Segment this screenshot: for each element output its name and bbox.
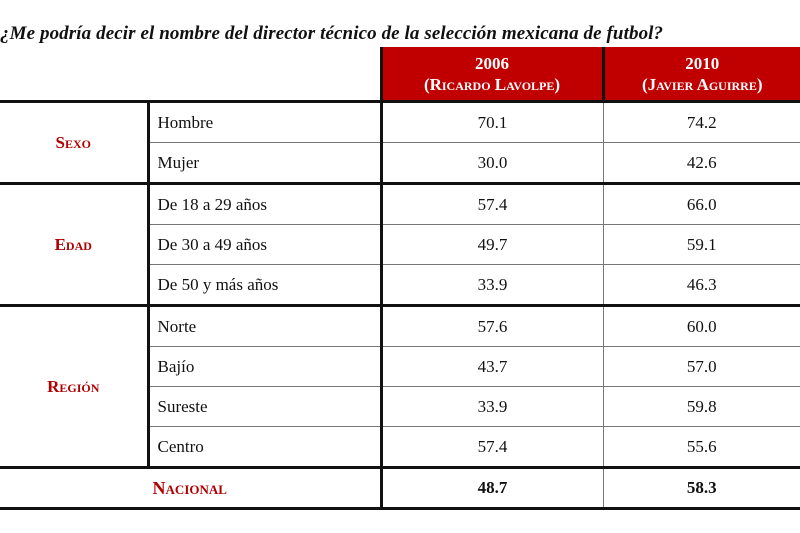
section-label-sexo: Sexo bbox=[0, 102, 148, 184]
results-table bbox=[0, 47, 800, 510]
value-2010: 66.0 bbox=[603, 184, 800, 225]
total-label: Nacional bbox=[0, 468, 381, 509]
header-2006 bbox=[381, 47, 603, 102]
header-2010-coach: (Javier Aguirre) bbox=[641, 74, 763, 94]
value-2006: 57.4 bbox=[381, 184, 603, 225]
header-2010-year: 2010 bbox=[685, 53, 720, 73]
value-2010: 60.0 bbox=[603, 306, 800, 347]
header-blank bbox=[0, 47, 381, 102]
row-label: De 50 y más años bbox=[148, 265, 381, 306]
table-row bbox=[0, 102, 800, 143]
total-2006: 48.7 bbox=[381, 468, 603, 509]
value-2006: 57.4 bbox=[381, 427, 603, 468]
total-row bbox=[0, 468, 800, 509]
total-2010: 58.3 bbox=[603, 468, 800, 509]
value-2006: 33.9 bbox=[381, 387, 603, 427]
value-2006: 57.6 bbox=[381, 306, 603, 347]
value-2010: 55.6 bbox=[686, 436, 717, 456]
section-label-region: Región bbox=[0, 306, 148, 468]
survey-question: ¿Me podría decir el nombre del director técnico de la selección mexicana de futbol? bbox=[0, 23, 664, 44]
value-2010: 59.1 bbox=[603, 225, 800, 265]
value-2006: 33.9 bbox=[381, 265, 603, 306]
value-2010: 59.8 bbox=[603, 387, 800, 427]
header-row bbox=[0, 47, 800, 102]
row-label: De 18 a 29 años bbox=[148, 184, 381, 225]
value-2010: 46.3 bbox=[686, 274, 717, 294]
row-label: Mujer bbox=[148, 143, 381, 184]
value-2010: 57.0 bbox=[603, 347, 800, 387]
header-2010 bbox=[603, 47, 800, 102]
row-label: Sureste bbox=[148, 387, 381, 427]
row-label: De 30 a 49 años bbox=[148, 225, 381, 265]
header-2006-coach: (Ricardo Lavolpe) bbox=[423, 74, 561, 94]
table-row bbox=[0, 184, 800, 225]
value-2006: 30.0 bbox=[381, 143, 603, 184]
row-label: Hombre bbox=[148, 102, 381, 143]
section-label-edad: Edad bbox=[0, 184, 148, 306]
row-label: Centro bbox=[148, 427, 381, 468]
value-2010: 42.6 bbox=[686, 152, 717, 172]
value-2006: 49.7 bbox=[381, 225, 603, 265]
value-2006: 70.1 bbox=[381, 102, 603, 143]
row-label: Norte bbox=[148, 306, 381, 347]
row-label: Bajío bbox=[148, 347, 381, 387]
header-2006-year: 2006 bbox=[475, 53, 509, 73]
value-2006: 43.7 bbox=[381, 347, 603, 387]
value-2010: 74.2 bbox=[603, 102, 800, 143]
table-row bbox=[0, 306, 800, 347]
